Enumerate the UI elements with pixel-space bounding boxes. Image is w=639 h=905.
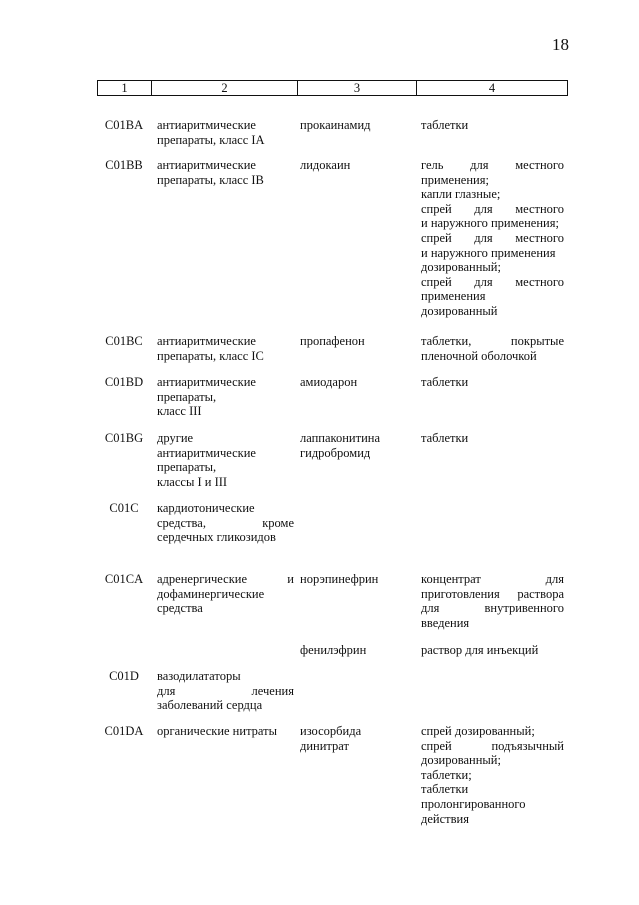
drug-name-cell — [300, 724, 412, 753]
dosage-form-cell-line: дозированный; — [421, 753, 501, 768]
dosage-form-cell — [421, 334, 564, 363]
dosage-form-cell-line: действия — [421, 811, 469, 826]
atc-code-cell: C01CA — [104, 572, 144, 586]
atc-code-cell: C01DA — [104, 724, 144, 738]
group-name-cell-line: препараты, класс IA — [157, 132, 265, 147]
atc-code-cell: C01BC — [105, 334, 143, 348]
group-name-cell — [157, 501, 294, 545]
group-name-cell-line: препараты, — [157, 460, 217, 475]
group-name-cell — [157, 158, 294, 187]
header-col-3: 3 — [298, 81, 417, 95]
dosage-form-cell-line: спрей для местного — [421, 201, 564, 216]
drug-name-cell-line: динитрат — [300, 738, 349, 753]
group-name-cell-line: антиаритмические — [157, 334, 256, 348]
group-name-cell — [157, 431, 294, 489]
group-name-cell-line: антиаритмические — [157, 118, 256, 132]
dosage-form-cell-line: и наружного применения; — [421, 216, 559, 231]
group-name-cell-line: антиаритмические — [157, 375, 256, 389]
dosage-form-cell-line: гель для местного — [421, 158, 564, 172]
drug-name-cell-line: лидокаин — [300, 158, 351, 172]
drug-name-cell — [300, 334, 412, 349]
header-col-1: 1 — [98, 81, 152, 95]
dosage-form-cell-line: таблетки — [421, 375, 469, 389]
dosage-form-cell-line: и наружного применения — [421, 245, 556, 260]
dosage-form-cell-line: спрей подъязычный — [421, 738, 564, 753]
group-name-cell-line: сердечных гликозидов — [157, 530, 276, 545]
group-name-cell — [157, 724, 294, 739]
group-name-cell-line: кардиотонические — [157, 501, 255, 515]
group-name-cell — [157, 375, 294, 419]
dosage-form-cell-line: спрей для местного — [421, 274, 564, 289]
dosage-form-cell-line: пролонгированного — [421, 796, 526, 811]
drug-name-cell-line: амиодарон — [300, 375, 358, 389]
group-name-cell-line: адренергические и — [157, 572, 294, 586]
drug-name-cell-line: изосорбида — [300, 724, 362, 738]
group-name-cell-line: дофаминергические — [157, 586, 265, 601]
atc-code-cell: C01BD — [104, 375, 144, 389]
dosage-form-cell-line: таблетки — [421, 118, 469, 132]
drug-name-cell — [300, 158, 412, 173]
dosage-form-cell-line: таблетки, покрытые — [421, 334, 564, 348]
atc-code-cell: C01BA — [104, 118, 144, 132]
drug-name-cell-line: фенилэфрин — [300, 643, 367, 657]
group-name-cell-line: антиаритмические — [157, 158, 256, 172]
group-name-cell-line: препараты, класс IB — [157, 172, 264, 187]
dosage-form-cell — [421, 375, 564, 390]
dosage-form-cell-line: спрей дозированный; — [421, 724, 535, 738]
drug-name-cell-line: лаппаконитина — [300, 431, 381, 445]
dosage-form-cell-line: концентрат для — [421, 572, 564, 586]
dosage-form-cell-line: спрей для местного — [421, 230, 564, 245]
dosage-form-cell-line: применения; — [421, 172, 489, 187]
atc-code-cell: C01C — [109, 501, 139, 515]
group-name-cell — [157, 118, 294, 147]
dosage-form-cell-line: таблетки — [421, 431, 469, 445]
dosage-form-cell-line: таблетки; — [421, 767, 472, 782]
atc-code-cell: C01D — [109, 669, 139, 683]
header-col-2: 2 — [152, 81, 298, 95]
dosage-form-cell — [421, 118, 564, 133]
group-name-cell — [157, 669, 294, 713]
drug-name-cell — [300, 572, 412, 587]
drug-name-cell — [300, 643, 412, 658]
drug-name-cell — [300, 431, 412, 460]
group-name-cell-line: органические нитраты — [157, 724, 278, 738]
drug-name-cell-line: прокаинамид — [300, 118, 371, 132]
dosage-form-cell — [421, 431, 564, 446]
dosage-form-cell — [421, 158, 564, 319]
dosage-form-cell-line: капли глазные; — [421, 187, 501, 202]
dosage-form-cell-line: дозированный; — [421, 260, 501, 275]
dosage-form-cell-line: введения — [421, 615, 470, 630]
page-number: 18 — [552, 35, 569, 54]
dosage-form-cell-line: приготовления раствора — [421, 586, 564, 601]
dosage-form-cell-line: для внутривенного — [421, 601, 564, 616]
dosage-form-cell-line: таблетки — [421, 782, 469, 797]
dosage-form-cell-line: пленочной оболочкой — [421, 348, 537, 363]
group-name-cell-line: для лечения — [157, 683, 294, 698]
dosage-form-cell-line: дозированный — [421, 303, 498, 318]
drug-name-cell-line: гидробромид — [300, 445, 371, 460]
group-name-cell-line: класс III — [157, 404, 202, 419]
drug-name-cell — [300, 118, 412, 133]
group-name-cell-line: классы I и III — [157, 474, 228, 489]
group-name-cell-line: вазодилататоры — [157, 669, 241, 683]
group-name-cell-line: заболеваний сердца — [157, 698, 263, 713]
group-name-cell-line: другие — [157, 431, 194, 445]
drug-name-cell — [300, 375, 412, 390]
group-name-cell — [157, 334, 294, 363]
dosage-form-cell — [421, 643, 564, 658]
group-name-cell — [157, 572, 294, 616]
dosage-form-cell — [421, 572, 564, 630]
group-name-cell-line: антиаритмические — [157, 445, 256, 460]
group-name-cell-line: средства, кроме — [157, 515, 294, 530]
table-header — [97, 80, 568, 96]
atc-code-cell: C01BG — [104, 431, 144, 445]
dosage-form-cell-line: применения — [421, 289, 486, 304]
header-col-4: 4 — [417, 81, 568, 95]
drug-name-cell-line: пропафенон — [300, 334, 365, 348]
drug-name-cell-line: норэпинефрин — [300, 572, 379, 586]
group-name-cell-line: средства — [157, 601, 203, 616]
dosage-form-cell — [421, 724, 564, 826]
group-name-cell-line: препараты, — [157, 389, 217, 404]
atc-code-cell: C01BB — [105, 158, 143, 172]
group-name-cell-line: препараты, класс IC — [157, 348, 264, 363]
dosage-form-cell-line: раствор для инъекций — [421, 643, 539, 657]
